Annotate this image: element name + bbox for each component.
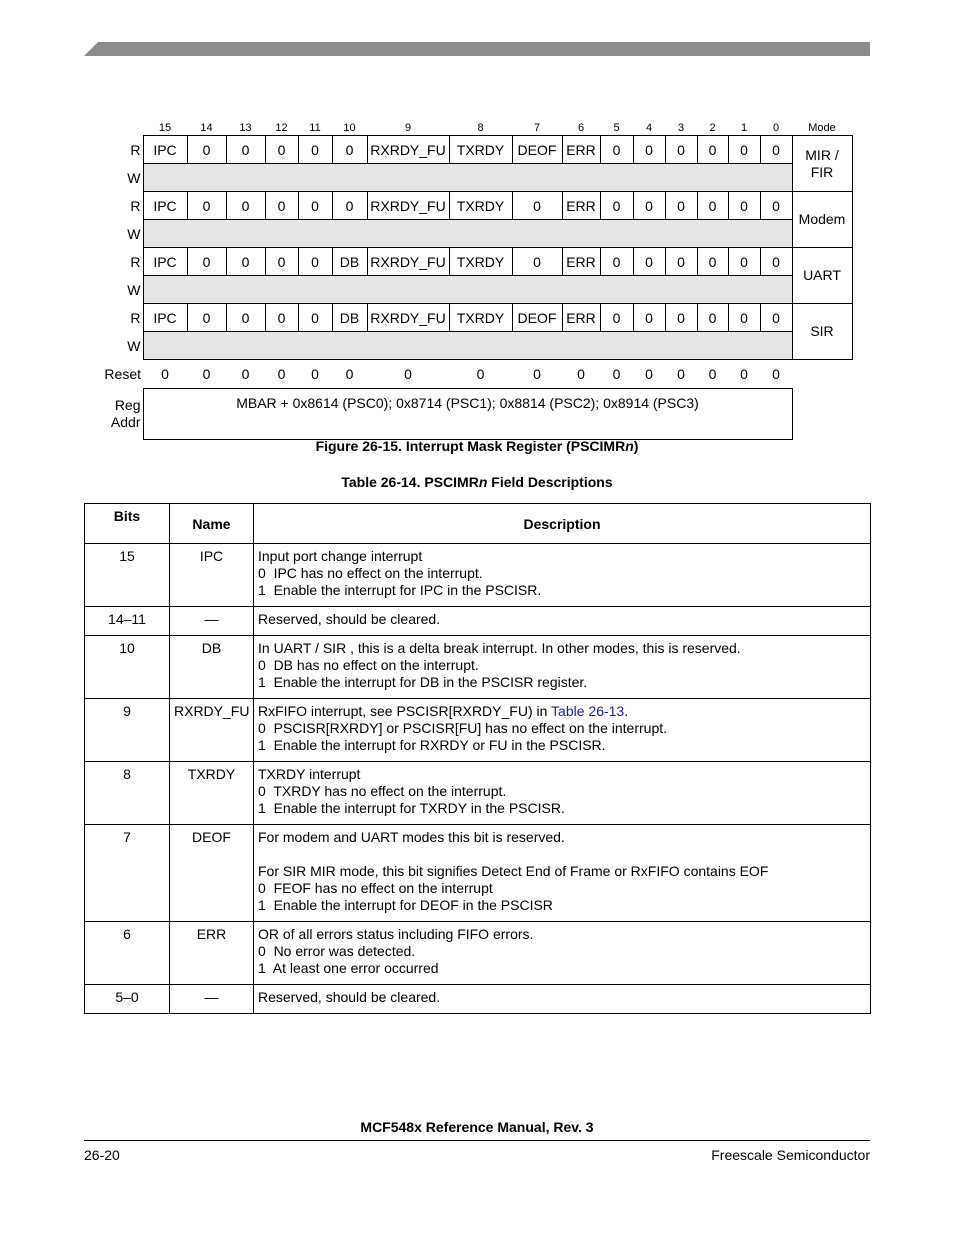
write-label: W — [127, 337, 141, 354]
table-caption: Table 26-14. PSCIMRn Field Descriptions — [341, 474, 613, 490]
bit-field: 0 — [265, 192, 298, 220]
bit-field: 0 — [600, 192, 633, 220]
bit-number: 9 — [404, 122, 412, 134]
reset-row — [90, 360, 852, 389]
description-text: In UART / SIR , this is a delta break interrupt. In other modes, this is reserved. — [258, 640, 741, 656]
name-cell: DEOF — [170, 825, 254, 922]
bit-field: 0 — [633, 136, 665, 164]
description-line — [258, 863, 866, 880]
description-cell — [254, 636, 871, 699]
bits-cell: 7 — [85, 825, 170, 922]
bit-field: ERR — [562, 304, 600, 332]
bit-field: DB — [332, 248, 367, 276]
bits-cell: 5–0 — [85, 985, 170, 1014]
description-line — [258, 548, 866, 565]
bits-cell: 6 — [85, 922, 170, 985]
description-text: 0 DB has no effect on the interrupt. — [258, 657, 479, 673]
bit-field: 0 — [697, 304, 728, 332]
reset-value: 0 — [645, 366, 653, 382]
description-text: 0 FEOF has no effect on the interrupt — [258, 880, 493, 896]
register-write-row — [90, 332, 852, 360]
register-diagram — [90, 116, 853, 440]
reset-value: 0 — [677, 366, 685, 382]
bit-field: 0 — [633, 248, 665, 276]
company-name: Freescale Semiconductor — [711, 1147, 870, 1163]
register-write-row — [90, 220, 852, 248]
bit-field: 0 — [226, 136, 265, 164]
description-text: 1 Enable the interrupt for DEOF in the PSCISR — [258, 897, 553, 913]
table-row — [85, 699, 871, 762]
bit-field: 0 — [265, 304, 298, 332]
reg-addr-label — [90, 389, 143, 440]
reset-value: 0 — [277, 366, 286, 382]
bit-field: TXRDY — [449, 304, 512, 332]
table-row — [85, 544, 871, 607]
description-line — [258, 800, 866, 817]
bit-field: 0 — [298, 248, 332, 276]
reset-value: 0 — [740, 366, 748, 382]
reset-value: 0 — [202, 366, 211, 382]
reg-addr-value: MBAR + 0x8614 (PSC0); 0x8714 (PSC1); 0x8814 (PSC2); 0x8914 (PSC3) — [143, 389, 792, 440]
bit-field: 0 — [665, 248, 697, 276]
header-name: Name — [170, 504, 254, 544]
bit-field: 0 — [512, 248, 562, 276]
footer-title: MCF548x Reference Manual, Rev. 3 — [360, 1119, 594, 1135]
bit-field: 0 — [728, 192, 760, 220]
bit-field: 0 — [187, 248, 226, 276]
bit-number: 8 — [477, 122, 484, 134]
reset-value: 0 — [345, 366, 354, 382]
bit-field: 0 — [298, 304, 332, 332]
mode-header: Mode — [808, 122, 836, 134]
register-read-row — [90, 248, 852, 276]
name-cell: ERR — [170, 922, 254, 985]
description-text: 1 At least one error occurred — [258, 960, 439, 976]
bit-field: 0 — [697, 192, 728, 220]
table-row — [85, 825, 871, 922]
reg-addr-spacer — [792, 389, 852, 440]
bit-field: DB — [332, 304, 367, 332]
description-cell — [254, 607, 871, 636]
bit-field: 0 — [760, 304, 792, 332]
bits-cell: 10 — [85, 636, 170, 699]
mode-label: Modem — [792, 192, 852, 248]
description-text: 0 No error was detected. — [258, 943, 416, 959]
bit-field: IPC — [143, 192, 187, 220]
bit-field: 0 — [697, 248, 728, 276]
table-row — [85, 985, 871, 1014]
figure-caption: Figure 26-15. Interrupt Mask Register (PSCIMRn) — [315, 438, 639, 454]
bit-number-spacer — [90, 116, 143, 136]
description-text: Input port change interrupt — [258, 548, 423, 564]
bit-field: 0 — [187, 304, 226, 332]
register-read-row — [90, 136, 852, 164]
bit-field: 0 — [332, 136, 367, 164]
bit-field: IPC — [143, 248, 187, 276]
bit-field: RXRDY_FU — [367, 248, 449, 276]
description-line — [258, 640, 866, 657]
table-header-row — [85, 504, 871, 544]
bit-field: TXRDY — [449, 248, 512, 276]
description-line — [258, 897, 866, 914]
bit-field: DEOF — [512, 304, 562, 332]
description-line — [258, 926, 866, 943]
description-line — [258, 674, 866, 691]
page-number: 26-20 — [84, 1147, 120, 1163]
register-write-row — [90, 276, 852, 304]
addr-label-line: Addr — [110, 414, 141, 430]
bit-field: 0 — [226, 304, 265, 332]
description-text: 1 Enable the interrupt for DB in the PSCISR register. — [258, 674, 588, 690]
reg-label-line: Reg — [114, 397, 141, 413]
write-label: W — [127, 225, 141, 242]
bit-number: 13 — [239, 122, 252, 134]
description-line — [258, 720, 866, 737]
write-field-shaded — [143, 220, 792, 248]
description-line — [258, 565, 866, 582]
bit-field: 0 — [600, 248, 633, 276]
mode-label: UART — [792, 248, 852, 304]
read-label: R — [130, 253, 141, 270]
description-text: 1 Enable the interrupt for IPC in the PSCISR. — [258, 582, 542, 598]
read-label: R — [130, 141, 141, 158]
bit-field: RXRDY_FU — [367, 192, 449, 220]
bit-field: 0 — [187, 136, 226, 164]
reset-value: 0 — [533, 366, 541, 382]
reset-value: 0 — [311, 366, 319, 382]
description-line — [258, 737, 866, 754]
description-text: For modem and UART modes this bit is reserved. — [258, 829, 565, 845]
header-bar — [84, 42, 870, 56]
footer-divider — [84, 1140, 870, 1141]
description-line — [258, 880, 866, 897]
bit-field: 0 — [728, 136, 760, 164]
bit-field: 0 — [298, 136, 332, 164]
bit-field: IPC — [143, 304, 187, 332]
bit-number-row — [90, 116, 852, 136]
register-read-row — [90, 304, 852, 332]
reg-addr-row — [90, 389, 852, 440]
bit-number: 6 — [577, 122, 585, 134]
bit-field: 0 — [697, 136, 728, 164]
reset-value: 0 — [577, 366, 585, 382]
bit-field: 0 — [633, 304, 665, 332]
bit-number: 12 — [275, 122, 288, 134]
description-cell — [254, 762, 871, 825]
description-text: OR of all errors status including FIFO errors. — [258, 926, 534, 942]
table-row — [85, 762, 871, 825]
description-cell — [254, 544, 871, 607]
reset-spacer — [792, 360, 852, 389]
bit-field: ERR — [562, 192, 600, 220]
bit-number: 11 — [309, 122, 321, 134]
bits-cell: 14–11 — [85, 607, 170, 636]
write-label: W — [127, 281, 141, 298]
description-line — [258, 960, 866, 977]
bit-field: 0 — [512, 192, 562, 220]
reset-value: 0 — [241, 366, 250, 382]
bit-field: 0 — [332, 192, 367, 220]
reset-label: Reset — [104, 366, 141, 382]
bit-field: 0 — [760, 192, 792, 220]
reset-value: 0 — [612, 366, 621, 382]
description-line — [258, 829, 866, 846]
bit-field: 0 — [633, 192, 665, 220]
description-text: 0 PSCISR[RXRDY] or PSCISR[FU] has no effect on the interrupt. — [258, 720, 668, 736]
bit-field: DEOF — [512, 136, 562, 164]
bit-number: 1 — [740, 122, 748, 134]
description-text: 0 IPC has no effect on the interrupt. — [258, 565, 483, 581]
description-cell — [254, 922, 871, 985]
bit-number: 15 — [158, 122, 172, 134]
bit-field: 0 — [665, 136, 697, 164]
bit-field: RXRDY_FU — [367, 304, 449, 332]
description-line — [258, 783, 866, 800]
bit-field: 0 — [600, 136, 633, 164]
description-text: TXRDY interrupt — [258, 766, 361, 782]
description-gap — [258, 846, 866, 863]
write-label: W — [127, 169, 141, 186]
bit-field: 0 — [187, 192, 226, 220]
bit-field: 0 — [760, 248, 792, 276]
bit-field: 0 — [226, 192, 265, 220]
bit-field: 0 — [665, 304, 697, 332]
description-text: Reserved, should be cleared. — [258, 611, 441, 627]
description-cell — [254, 825, 871, 922]
bit-field: ERR — [562, 248, 600, 276]
name-cell: — — [170, 985, 254, 1014]
bits-cell: 8 — [85, 762, 170, 825]
reset-value: 0 — [772, 366, 780, 382]
bit-field: 0 — [600, 304, 633, 332]
mode-label: MIR / FIR — [792, 136, 852, 192]
description-text-after: . — [624, 703, 629, 719]
write-field-shaded — [143, 276, 792, 304]
bit-number: 3 — [677, 122, 685, 134]
bits-cell: 15 — [85, 544, 170, 607]
bit-field: 0 — [760, 136, 792, 164]
name-cell: DB — [170, 636, 254, 699]
read-label: R — [130, 197, 141, 214]
bit-field: 0 — [728, 248, 760, 276]
table-row — [85, 636, 871, 699]
bit-field: 0 — [265, 136, 298, 164]
bit-field: TXRDY — [449, 192, 512, 220]
bit-field: 0 — [665, 192, 697, 220]
description-cell — [254, 985, 871, 1014]
bit-number: 7 — [533, 122, 541, 134]
description-text: 1 Enable the interrupt for RXRDY or FU in the PSCISR. — [258, 737, 606, 753]
bit-field: ERR — [562, 136, 600, 164]
mode-label: SIR — [792, 304, 852, 360]
bit-field: RXRDY_FU — [367, 136, 449, 164]
bit-number: 10 — [343, 122, 356, 134]
description-line — [258, 611, 866, 628]
header-description: Description — [254, 504, 871, 544]
description-line — [258, 582, 866, 599]
reset-value: 0 — [404, 366, 412, 382]
description-cell — [254, 699, 871, 762]
name-cell: — — [170, 607, 254, 636]
bit-field: IPC — [143, 136, 187, 164]
table-row — [85, 922, 871, 985]
description-text: RxFIFO interrupt, see PSCISR[RXRDY_FU) in — [258, 703, 552, 719]
read-label: R — [130, 309, 141, 326]
bit-field: 0 — [298, 192, 332, 220]
bits-cell: 9 — [85, 699, 170, 762]
description-text: 1 Enable the interrupt for TXRDY in the PSCISR. — [258, 800, 565, 816]
description-line — [258, 943, 866, 960]
bit-field: 0 — [728, 304, 760, 332]
description-line — [258, 657, 866, 674]
bit-number: 5 — [613, 122, 620, 134]
name-cell: RXRDY_FU — [170, 699, 254, 762]
description-line — [258, 766, 866, 783]
write-field-shaded — [143, 164, 792, 192]
bit-number: 2 — [709, 122, 716, 134]
bit-number: 0 — [772, 122, 780, 134]
bit-field: 0 — [226, 248, 265, 276]
table-row — [85, 607, 871, 636]
description-text: For SIR MIR mode, this bit signifies Detect End of Frame or RxFIFO contains EOF — [258, 863, 769, 879]
bit-number: 4 — [645, 122, 653, 134]
field-description-table — [84, 503, 871, 1014]
register-read-row — [90, 192, 852, 220]
description-text: Reserved, should be cleared. — [258, 989, 441, 1005]
reset-value: 0 — [476, 366, 485, 382]
description-text: 0 TXRDY has no effect on the interrupt. — [258, 783, 507, 799]
reset-value: 0 — [161, 366, 169, 382]
header-bits: Bits — [85, 504, 170, 544]
bit-field: 0 — [265, 248, 298, 276]
description-line — [258, 989, 866, 1006]
name-cell: IPC — [170, 544, 254, 607]
bit-field: TXRDY — [449, 136, 512, 164]
name-cell: TXRDY — [170, 762, 254, 825]
register-write-row — [90, 164, 852, 192]
reset-value: 0 — [708, 366, 717, 382]
write-field-shaded — [143, 332, 792, 360]
table-link[interactable]: Table 26-13 — [551, 703, 625, 719]
bit-number: 14 — [200, 122, 213, 134]
description-line — [258, 703, 866, 720]
